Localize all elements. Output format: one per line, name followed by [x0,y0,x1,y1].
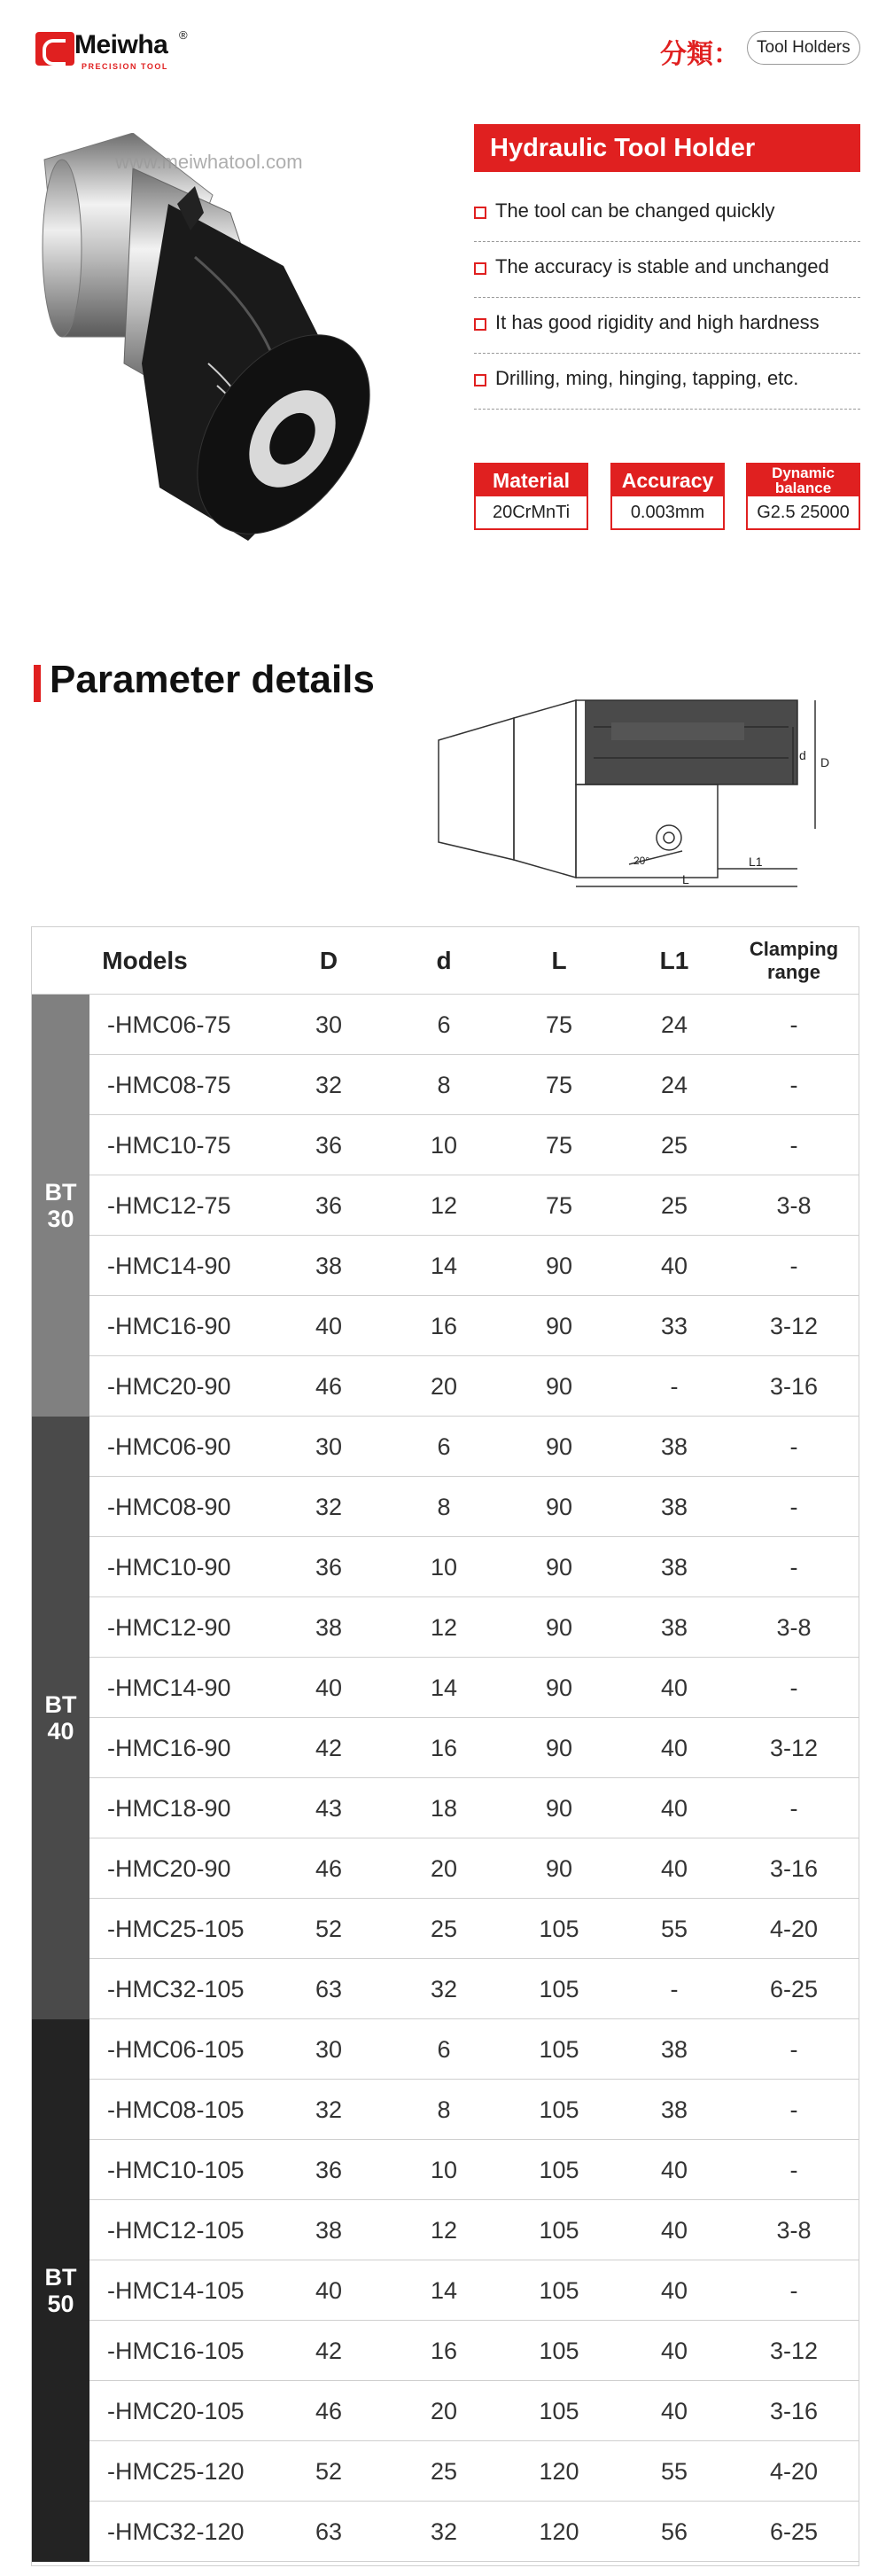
cell-clamping-range: 3-12 [769,2338,819,2364]
header-d: d [436,947,452,974]
cell-L: 90 [545,1735,573,1761]
feature-list [474,186,860,410]
table-row [89,2381,859,2441]
group-label: BT 50 [32,2019,89,2562]
cell-D: 52 [315,1916,343,1942]
cell-model: -HMC14-90 [107,1674,231,1701]
cell-D: 46 [315,1373,343,1400]
cell-D: 63 [315,1976,343,2002]
feature-item [474,186,860,242]
cell-D: 32 [315,1072,343,1098]
cell-model: -HMC12-105 [107,2217,245,2244]
checkbox-square-icon [474,374,486,386]
cell-L1: 55 [660,2458,688,2485]
cell-model: -HMC32-105 [107,1976,245,2002]
cell-L: 90 [545,1253,573,1279]
header-models: Models [102,947,188,974]
cell-model: -HMC16-105 [107,2338,245,2364]
cell-D: 42 [315,2338,343,2364]
cell-model: -HMC14-90 [107,1253,231,1279]
cell-D: 63 [315,2518,343,2545]
cell-clamping-range: - [789,2036,798,2063]
cell-model: -HMC25-105 [107,1916,245,1942]
cell-L1: 38 [660,1614,688,1641]
cell-model: -HMC18-90 [107,1795,231,1822]
cell-d: 25 [430,2458,458,2485]
diagram-label-D: D [820,755,830,769]
cell-L: 105 [539,2096,579,2123]
cell-L1: 40 [660,1795,688,1822]
cell-L: 90 [545,1674,573,1701]
parameter-table [31,926,859,2566]
cell-model: -HMC10-105 [107,2157,245,2183]
cell-d: 16 [430,1313,458,1339]
cell-model: -HMC12-75 [107,1192,231,1219]
feature-text: It has good rigidity and high hardness [495,311,820,333]
cell-d: 8 [437,1494,451,1520]
cell-clamping-range: 3-16 [769,1373,819,1400]
cell-clamping-range: - [789,1554,798,1581]
table-row [89,1477,859,1537]
table-row [89,1055,859,1115]
header-L1: L1 [659,947,689,974]
cell-D: 38 [315,2217,343,2244]
table-row [89,2019,859,2080]
feature-item [474,298,860,354]
cell-model: -HMC06-90 [107,1433,231,1460]
cell-D: 38 [315,1614,343,1641]
cell-L1: 38 [660,2036,688,2063]
cell-d: 32 [430,1976,458,2002]
table-row [89,2441,859,2502]
cell-L: 105 [539,2277,579,2304]
cell-D: 46 [315,1855,343,1882]
diagram-label-L: L [682,872,689,886]
cell-D: 36 [315,1132,343,1159]
cell-L: 105 [539,2217,579,2244]
registered-mark: ® [179,28,188,42]
cell-L1: - [670,1373,679,1400]
cell-d: 6 [437,1433,451,1460]
diagram-label-d: d [799,748,806,762]
table-row [89,995,859,1055]
table-row [89,1718,859,1778]
cell-d: 16 [430,1735,458,1761]
cell-D: 32 [315,2096,343,2123]
table-group [32,1417,859,2019]
cell-L1: 40 [660,2398,688,2424]
cell-L1: 56 [660,2518,688,2545]
cell-d: 14 [430,1674,458,1701]
cell-d: 6 [437,2036,451,2063]
table-row [89,1959,859,2019]
cell-D: 36 [315,2157,343,2183]
cell-L: 90 [545,1313,573,1339]
cell-clamping-range: - [789,1795,798,1822]
cell-model: -HMC08-90 [107,1494,231,1520]
header-D: D [319,947,338,974]
cell-L1: 40 [660,1253,688,1279]
cell-L1: 25 [660,1132,688,1159]
table-row [89,1175,859,1236]
product-photo [27,133,452,576]
cell-L: 75 [545,1072,573,1098]
cell-d: 20 [430,1373,458,1400]
cell-model: -HMC20-90 [107,1373,231,1400]
cell-model: -HMC20-90 [107,1855,231,1882]
table-header [32,927,859,995]
cell-d: 12 [430,1614,458,1641]
cell-L: 105 [539,2036,579,2063]
cell-D: 30 [315,1433,343,1460]
checkbox-square-icon [474,262,486,275]
table-row [89,2080,859,2140]
section-accent-bar [34,665,41,702]
table-row [89,2502,859,2562]
cell-L1: 40 [660,2277,688,2304]
checkbox-square-icon [474,318,486,331]
cell-D: 42 [315,1735,343,1761]
cell-clamping-range: 4-20 [769,1916,819,1942]
cell-D: 43 [315,1795,343,1822]
cell-clamping-range: - [789,2096,798,2123]
group-label: BT 40 [32,1417,89,2019]
table-row [89,2140,859,2200]
cell-L: 75 [545,1192,573,1219]
spec-value: 0.003mm [630,503,705,522]
table-row [89,1296,859,1356]
cell-L1: 40 [660,2157,688,2183]
spec-label: Accuracy [612,464,723,496]
cell-d: 6 [437,1011,451,1038]
cell-d: 10 [430,2157,458,2183]
cell-L1: 55 [660,1916,688,1942]
cell-D: 30 [315,1011,343,1038]
feature-item [474,354,860,410]
cell-d: 10 [430,1554,458,1581]
cell-L1: 38 [660,1433,688,1460]
cell-L1: 40 [660,1674,688,1701]
feature-text: The accuracy is stable and unchanged [495,255,829,277]
spec-value: G2.5 25000 [757,503,850,522]
table-group [32,995,859,1417]
cell-clamping-range: - [789,1072,798,1098]
spec-value: 20CrMnTi [492,503,571,522]
cell-clamping-range: 6-25 [769,1976,819,2002]
cell-L: 120 [539,2518,579,2545]
brand-logo [35,28,204,71]
cell-model: -HMC32-120 [107,2518,245,2545]
table-row [89,1899,859,1959]
cell-L: 105 [539,2157,579,2183]
table-row [89,1838,859,1899]
feature-text: Drilling, ming, hinging, tapping, etc. [495,367,799,389]
header-L: L [551,947,567,974]
section-title: Parameter details [50,658,375,701]
cell-d: 8 [437,2096,451,2123]
cell-d: 12 [430,2217,458,2244]
cell-L: 75 [545,1011,573,1038]
category-label: 分類： [660,40,740,69]
cell-L1: 38 [660,1494,688,1520]
cell-clamping-range: 3-8 [776,1614,812,1641]
cell-L: 90 [545,1373,573,1400]
cell-L: 90 [545,1795,573,1822]
cell-clamping-range: 3-12 [769,1735,819,1761]
table-group [32,2019,859,2562]
cell-L1: 25 [660,1192,688,1219]
table-row [89,2321,859,2381]
cell-L: 105 [539,2398,579,2424]
cell-D: 40 [315,1674,343,1701]
cell-L: 90 [545,1494,573,1520]
spec-accuracy [610,463,725,530]
cell-D: 52 [315,2458,343,2485]
cell-L: 90 [545,1855,573,1882]
cell-clamping-range: 3-16 [769,2398,819,2424]
cell-model: -HMC08-75 [107,1072,231,1098]
cell-d: 14 [430,2277,458,2304]
cell-model: -HMC16-90 [107,1313,231,1339]
cell-L1: 33 [660,1313,688,1339]
cell-model: -HMC10-75 [107,1132,231,1159]
cell-L: 105 [539,1976,579,2002]
cell-L1: 24 [660,1072,688,1098]
cell-d: 12 [430,1192,458,1219]
cell-L: 120 [539,2458,579,2485]
cell-clamping-range: - [789,1011,798,1038]
cell-model: -HMC08-105 [107,2096,245,2123]
feature-item [474,242,860,298]
cell-D: 36 [315,1554,343,1581]
cell-clamping-range: - [789,1253,798,1279]
cell-clamping-range: 3-12 [769,1313,819,1339]
cell-D: 40 [315,2277,343,2304]
diagram-label-L1: L1 [749,855,763,869]
cell-d: 10 [430,1132,458,1159]
cell-model: -HMC20-105 [107,2398,245,2424]
cell-L: 105 [539,2338,579,2364]
group-label: BT 30 [32,995,89,1417]
cell-clamping-range: - [789,1674,798,1701]
cell-model: -HMC16-90 [107,1735,231,1761]
cell-D: 46 [315,2398,343,2424]
cell-model: -HMC25-120 [107,2458,245,2485]
cell-model: -HMC10-90 [107,1554,231,1581]
feature-text: The tool can be changed quickly [495,199,775,222]
cell-L1: 24 [660,1011,688,1038]
cell-L1: 38 [660,1554,688,1581]
checkbox-square-icon [474,207,486,219]
spec-label: Dynamic balance [748,464,859,496]
table-row [89,1236,859,1296]
table-row [89,1537,859,1597]
cell-d: 20 [430,2398,458,2424]
cell-clamping-range: - [789,2277,798,2304]
cell-model: -HMC06-75 [107,1011,231,1038]
header-clamping-range: Clamping range [749,938,839,983]
cell-d: 8 [437,1072,451,1098]
cell-model: -HMC06-105 [107,2036,245,2063]
spec-dynamic-balance [746,463,860,530]
cell-D: 36 [315,1192,343,1219]
spec-material [474,463,588,530]
cell-L: 75 [545,1132,573,1159]
cell-L1: - [670,1976,679,2002]
product-title: Hydraulic Tool Holder [474,124,860,172]
cell-d: 18 [430,1795,458,1822]
logo-mark-icon [35,32,74,66]
table-row [89,2260,859,2321]
cell-L: 90 [545,1554,573,1581]
cell-L1: 40 [660,1735,688,1761]
cell-clamping-range: 3-8 [776,2217,812,2244]
watermark-text: www.meiwhatool.com [115,151,303,173]
cell-L: 105 [539,1916,579,1942]
cell-model: -HMC12-90 [107,1614,231,1641]
cell-D: 38 [315,1253,343,1279]
spec-label: Material [476,464,587,496]
cell-D: 30 [315,2036,343,2063]
cell-L: 90 [545,1614,573,1641]
table-row [89,1658,859,1718]
cell-clamping-range: - [789,1433,798,1460]
table-row [89,1115,859,1175]
cell-d: 16 [430,2338,458,2364]
brand-name: Meiwha [74,30,168,59]
cell-clamping-range: - [789,1494,798,1520]
brand-tagline: PRECISION TOOL [82,62,168,71]
cell-L: 90 [545,1433,573,1460]
table-row [89,1597,859,1658]
table-row [89,1417,859,1477]
cell-D: 32 [315,1494,343,1520]
cell-clamping-range: 3-16 [769,1855,819,1882]
cell-L1: 38 [660,2096,688,2123]
table-row [89,2200,859,2260]
cell-clamping-range: 3-8 [776,1192,812,1219]
cell-d: 14 [430,1253,458,1279]
cell-L1: 40 [660,2338,688,2364]
cell-d: 20 [430,1855,458,1882]
cell-d: 32 [430,2518,458,2545]
cell-clamping-range: - [789,2157,798,2183]
cell-L1: 40 [660,1855,688,1882]
cell-L1: 40 [660,2217,688,2244]
dimension-diagram [434,687,833,895]
cell-d: 25 [430,1916,458,1942]
cell-D: 40 [315,1313,343,1339]
cell-model: -HMC14-105 [107,2277,245,2304]
category-chip[interactable]: Tool Holders [747,31,860,65]
cell-clamping-range: 4-20 [769,2458,819,2485]
cell-clamping-range: - [789,1132,798,1159]
table-row [89,1356,859,1417]
table-row [89,1778,859,1838]
cell-clamping-range: 6-25 [769,2518,819,2545]
diagram-label-angle: 20° [633,855,650,867]
